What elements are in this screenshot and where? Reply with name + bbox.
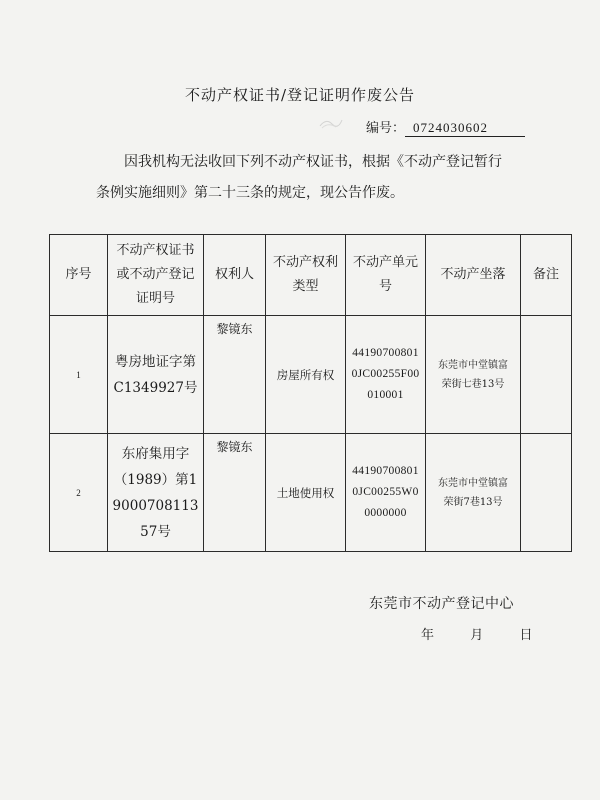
body-line-1: 因我机构无法收回下列不动产权证书，根据《不动产登记暂行	[124, 154, 502, 170]
header-location: 不动产坐落	[426, 235, 521, 316]
cell-location: 东莞市中堂镇富荣街七巷13号	[426, 316, 521, 434]
cell-owner: 黎镜东	[204, 434, 266, 552]
scan-smudge-mark	[318, 116, 344, 130]
cell-location: 东莞市中堂镇富荣街7巷13号	[426, 434, 521, 552]
body-line-2: 条例实施细则》第二十三条的规定，现公告作废。	[96, 185, 404, 201]
cell-unit-no: 441907008010JC00255W00000000	[346, 434, 426, 552]
cell-owner: 黎镜东	[204, 316, 266, 434]
cell-right-type: 土地使用权	[266, 434, 346, 552]
table-row	[50, 316, 572, 434]
table-row	[50, 434, 572, 552]
voided-certificates-table	[49, 234, 572, 552]
header-seq: 序号	[50, 235, 108, 316]
header-remark: 备注	[521, 235, 572, 316]
cell-cert-no: 粤房地证字第C1349927号	[108, 316, 204, 434]
document-number-value: 0724030602	[405, 120, 525, 137]
document-number	[366, 117, 525, 137]
cell-right-type: 房屋所有权	[266, 316, 346, 434]
cell-remark	[521, 434, 572, 552]
cell-seq: 2	[50, 434, 108, 552]
issuer-name: 东莞市不动产登记中心	[369, 596, 514, 612]
header-owner: 权利人	[204, 235, 266, 316]
announcement-body	[96, 147, 536, 209]
issue-date: 年 月 日	[421, 628, 533, 643]
document-number-label: 编号：	[366, 121, 406, 136]
header-unit-no: 不动产单元号	[346, 235, 426, 316]
cell-cert-no: 东府集用字（1989）第1900070811357号	[108, 434, 204, 552]
header-right-type: 不动产权利类型	[266, 235, 346, 316]
cell-seq: 1	[50, 316, 108, 434]
cell-remark	[521, 316, 572, 434]
header-cert-no: 不动产权证书或不动产登记证明号	[108, 235, 204, 316]
announcement-title: 不动产权证书/登记证明作废公告	[184, 86, 416, 104]
cell-unit-no: 441907008010JC00255F00010001	[346, 316, 426, 434]
table-header-row	[50, 235, 572, 316]
